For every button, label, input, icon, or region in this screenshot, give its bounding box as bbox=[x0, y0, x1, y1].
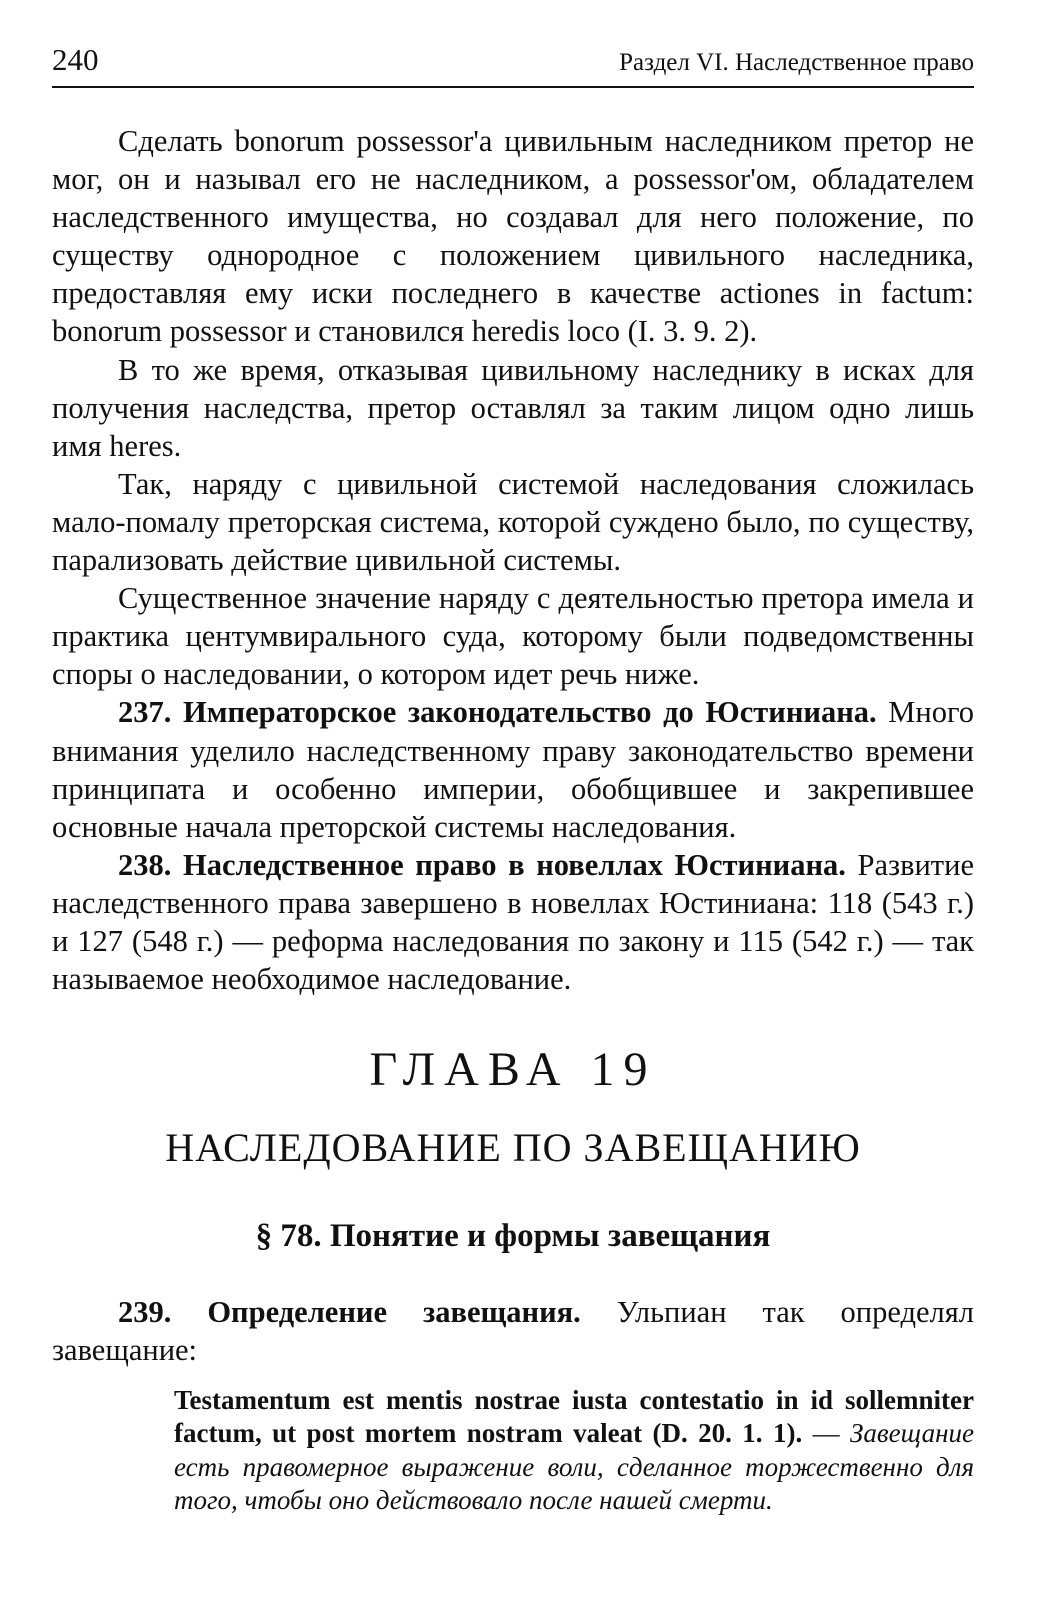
paragraph-2: В то же время, отказывая цивильному наследнику в исках для получения наследства, претор оставлял за таким лицом одно лишь имя heres. bbox=[52, 352, 974, 463]
paragraph-237-text: Много внимания уделило наследственному праву законодательство времени принципата и особенно империи, обобщившее и закрепившее основные начала преторской системы наследования. bbox=[52, 695, 974, 844]
paragraph-238 bbox=[52, 846, 974, 998]
paragraph-238-text: Развитие наследственного права завершено в новеллах Юстиниана: 118 (543 г.) и 127 (548 г.) — реформа наследования по закону и 115 (542 г.) — так называемое необходимое наследование. bbox=[52, 847, 974, 997]
section-title: Раздел VI. Наследственное право bbox=[619, 49, 974, 76]
paragraph-heading: § 78. Понятие и формы завещания bbox=[255, 1218, 771, 1254]
paragraph-239-heading: 239. Определение завещания. bbox=[118, 1295, 581, 1329]
definition-section bbox=[52, 1293, 974, 1369]
chapter-title: НАСЛЕДОВАНИЕ ПО ЗАВЕЩАНИЮ bbox=[165, 1125, 861, 1170]
paragraph-237 bbox=[52, 693, 974, 845]
paragraph-239 bbox=[52, 1293, 974, 1369]
quote-latin: Testamentum est mentis nostrae iusta contestatio in id sollemniter factum, ut post mortem nostram valeat (D. 20. 1. 1). bbox=[174, 1385, 974, 1449]
paragraph-237-heading: 237. Императорское законодательство до Юстиниана. bbox=[118, 695, 877, 730]
book-page bbox=[52, 0, 974, 1601]
paragraph-3: Так, наряду с цивильной системой наследования сложилась мало-помалу преторская система, которой суждено было, по существу, парализовать действие цивильной системы. bbox=[52, 466, 974, 578]
body-text bbox=[52, 122, 974, 998]
quote-dash: — bbox=[802, 1418, 850, 1449]
paragraph-4: Существенное значение наряду с деятельностью претора имела и практика центумвирального суда, которому были подведомственны споры о наследовании, о котором идет речь ниже. bbox=[52, 581, 974, 692]
paragraph-239-text: Ульпиан так определял завещание: bbox=[52, 1295, 974, 1368]
chapter-label: ГЛАВА 19 bbox=[369, 1043, 657, 1096]
paragraph-238-heading: 238. Наследственное право в новеллах Юстиниана. bbox=[118, 847, 846, 882]
quote-translation: Завещание есть правомерное выражение воли, сделанное торжественно для того, чтобы оно действовало после нашей смерти. bbox=[174, 1418, 975, 1515]
block-quote bbox=[174, 1384, 974, 1517]
paragraph-1: Сделать bonorum possessor'а цивильным наследником претор не мог, он и называл его не наследником, а possessor'ом, обладателем наследственного имущества, но создавал для него положение, по существу однородное с положением цивильного наследника, предоставляя ему иски последнего в качестве actiones in factum: bonorum possessor и становился heredis loco (I. 3. 9. 2). bbox=[52, 124, 974, 349]
running-head bbox=[52, 42, 974, 88]
page-number: 240 bbox=[52, 42, 99, 77]
